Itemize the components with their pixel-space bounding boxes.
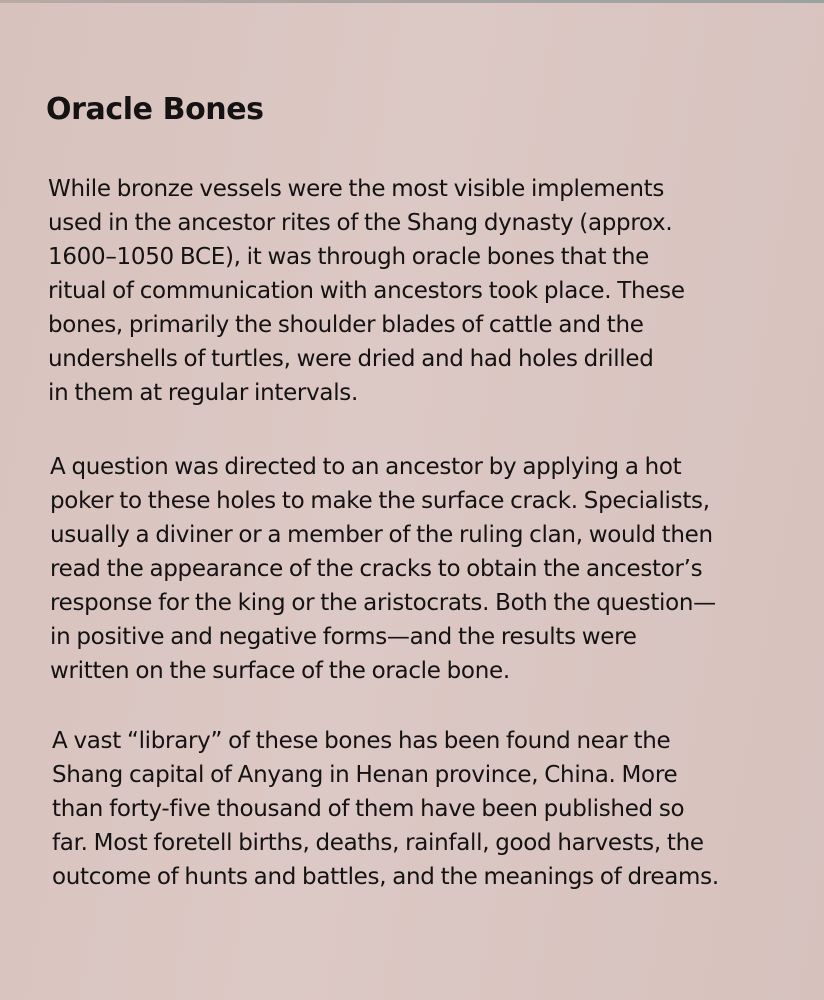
exhibit-label-panel xyxy=(46,84,786,890)
text-line: response for the king or the aristocrats. Both the question— xyxy=(50,590,716,616)
text-line: usually a diviner or a member of the ruling clan, would then xyxy=(50,522,713,548)
text-line: read the appearance of the cracks to obtain the ancestor’s xyxy=(50,556,703,582)
text-line: bones, primarily the shoulder blades of cattle and the xyxy=(48,312,644,338)
text-line: in positive and negative forms—and the results were xyxy=(50,624,637,650)
text-line: written on the surface of the oracle bone. xyxy=(50,658,510,684)
text-line: used in the ancestor rites of the Shang dynasty (approx. xyxy=(48,210,673,236)
text-line: undershells of turtles, were dried and had holes drilled xyxy=(48,346,654,372)
text-line: poker to these holes to make the surface crack. Specialists, xyxy=(50,488,710,514)
paragraph-1 xyxy=(48,172,685,410)
text-line: ritual of communication with ancestors took place. These xyxy=(48,278,685,304)
text-line: A vast “library” of these bones has been found near the xyxy=(52,728,671,754)
text-line: Shang capital of Anyang in Henan province, China. More xyxy=(52,762,678,788)
text-line: far. Most foretell births, deaths, rainfall, good harvests, the xyxy=(52,830,704,856)
text-line: While bronze vessels were the most visible implements xyxy=(48,176,665,202)
label-title: Oracle Bones xyxy=(46,92,264,127)
text-line: outcome of hunts and battles, and the meanings of dreams. xyxy=(52,864,719,890)
text-line: than forty-five thousand of them have been published so xyxy=(52,796,685,822)
paragraph-3 xyxy=(52,724,719,894)
text-line: A question was directed to an ancestor by applying a hot xyxy=(50,454,682,480)
paragraph-2 xyxy=(50,450,716,688)
text-line: 1600–1050 BCE), it was through oracle bones that the xyxy=(48,244,650,270)
top-edge-strip xyxy=(0,0,824,3)
text-line: in them at regular intervals. xyxy=(48,380,358,406)
